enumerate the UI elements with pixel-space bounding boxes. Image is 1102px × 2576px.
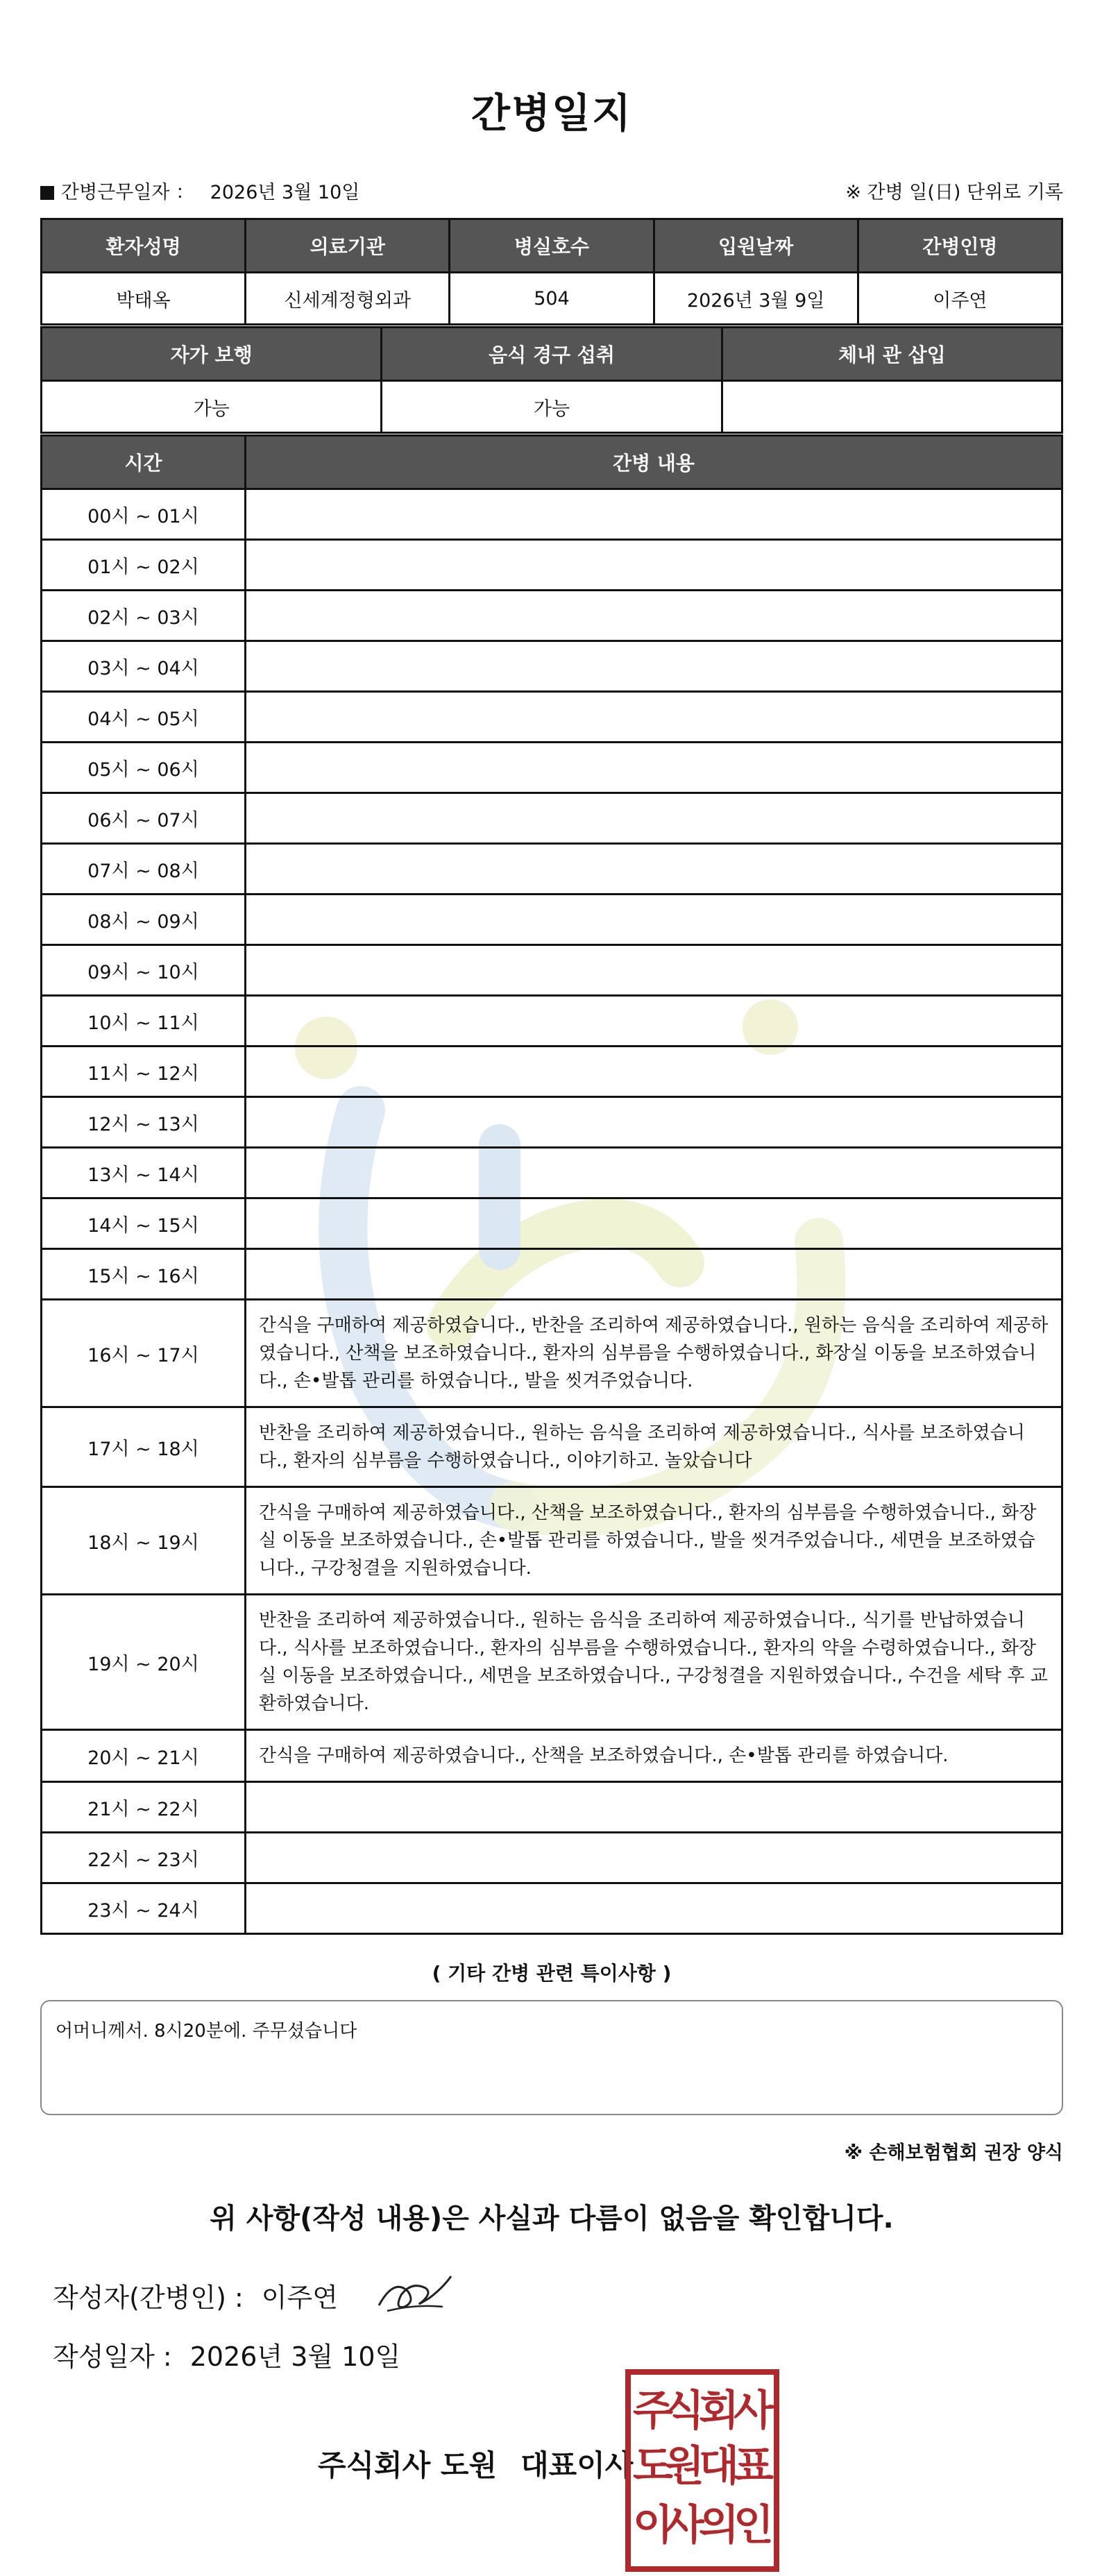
page-title: 간병일지: [471, 90, 633, 137]
table-row: [42, 1148, 1062, 1198]
hospital-name: 신세계정형외과: [246, 273, 450, 325]
time-slot: 19시 ~ 20시: [42, 1595, 246, 1730]
svg-text:사: 사: [734, 2387, 774, 2435]
table-row: [42, 945, 1062, 996]
header-care-content: 간병 내용: [246, 436, 1062, 489]
time-slot: 22시 ~ 23시: [42, 1833, 246, 1883]
time-slot: 21시 ~ 22시: [42, 1782, 246, 1833]
time-slot: 16시 ~ 17시: [42, 1300, 246, 1407]
write-date-value: 2026년 3월 10일: [189, 2341, 401, 2372]
care-content: 간식을 구매하여 제공하였습니다., 산책을 보조하였습니다., 손•발톱 관리를 하였습니다.: [246, 1730, 1062, 1782]
work-date: [40, 177, 359, 204]
writer-line: [53, 2276, 338, 2314]
care-content: [246, 1833, 1062, 1883]
care-content: 간식을 구매하여 제공하였습니다., 산책을 보조하였습니다., 환자의 심부름을 수행하였습니다., 화장실 이동을 보조하였습니다., 손•발톱 관리를 하였습니다., 발을 씻겨주었습니다., 세면을 보조하였습니다., 구강청결을 지원하였습니다.: [246, 1487, 1062, 1595]
svg-text:사: 사: [664, 2501, 704, 2550]
time-slot: 07시 ~ 08시: [42, 844, 246, 895]
table-row: [42, 591, 1062, 641]
care-content: [246, 540, 1062, 591]
header-admission-date: 입원날짜: [654, 219, 858, 273]
time-slot: 14시 ~ 15시: [42, 1198, 246, 1249]
time-slot: 06시 ~ 07시: [42, 793, 246, 844]
svg-text:식: 식: [664, 2387, 704, 2435]
signature: [373, 2264, 457, 2319]
care-content: [246, 743, 1062, 793]
svg-text:대: 대: [699, 2442, 739, 2491]
oral-intake-value: 가능: [382, 381, 722, 433]
care-content: [246, 1148, 1062, 1198]
table-row: [42, 1097, 1062, 1148]
representative-title: 대표이사: [520, 2448, 634, 2482]
svg-text:도: 도: [633, 2442, 673, 2491]
time-slot: 17시 ~ 18시: [42, 1407, 246, 1487]
table-row: [42, 1487, 1062, 1595]
care-content: 반찬을 조리하여 제공하였습니다., 원하는 음식을 조리하여 제공하였습니다., 식사를 보조하였습니다., 환자의 심부름을 수행하였습니다., 이야기하고. 놀았습니다: [246, 1407, 1062, 1487]
square-bullet-icon: [40, 186, 54, 200]
writer-label: 작성자(간병인) :: [53, 2282, 244, 2313]
care-content: [246, 895, 1062, 945]
time-slot: 00시 ~ 01시: [42, 489, 246, 540]
care-log-table: [40, 434, 1063, 1935]
special-notes-title: ( 기타 간병 관련 특이사항 ): [432, 1962, 672, 1985]
header-patient-name: 환자성명: [42, 219, 246, 273]
patient-name: 박태옥: [42, 273, 246, 325]
table-row: [42, 692, 1062, 743]
table-row: [42, 844, 1062, 895]
care-content: [246, 1198, 1062, 1249]
svg-text:원: 원: [664, 2442, 704, 2491]
self-walking-value: 가능: [42, 381, 382, 433]
time-slot: 01시 ~ 02시: [42, 540, 246, 591]
time-slot: 05시 ~ 06시: [42, 743, 246, 793]
care-content: [246, 1046, 1062, 1097]
room-number: 504: [450, 273, 654, 325]
care-content: [246, 1097, 1062, 1148]
table-row: [42, 1407, 1062, 1487]
care-content: [246, 692, 1062, 743]
table-row: [42, 1046, 1062, 1097]
ability-table: [40, 326, 1063, 434]
header-time: 시간: [42, 436, 246, 489]
tube-insertion-value: [722, 381, 1062, 433]
table-row: [42, 540, 1062, 591]
table-row: [42, 743, 1062, 793]
care-content: [246, 641, 1062, 692]
header-tube-insertion: 체내 관 삽입: [722, 328, 1062, 381]
table-row: [42, 489, 1062, 540]
time-slot: 15시 ~ 16시: [42, 1249, 246, 1300]
time-slot: 18시 ~ 19시: [42, 1487, 246, 1595]
table-row: [42, 996, 1062, 1046]
work-date-value: 2026년 3월 10일: [210, 182, 360, 203]
table-row: [42, 1300, 1062, 1407]
care-content: [246, 793, 1062, 844]
time-slot: 03시 ~ 04시: [42, 641, 246, 692]
care-content: [246, 1883, 1062, 1934]
table-row: [42, 1249, 1062, 1300]
time-slot: 02시 ~ 03시: [42, 591, 246, 641]
time-slot: 23시 ~ 24시: [42, 1883, 246, 1934]
confirmation-statement: 위 사항(작성 내용)은 사실과 다름이 없음을 확인합니다.: [210, 2203, 894, 2235]
admission-date: 2026년 3월 9일: [654, 273, 858, 325]
care-content: [246, 489, 1062, 540]
svg-text:표: 표: [734, 2442, 774, 2491]
table-row: [42, 793, 1062, 844]
svg-text:회: 회: [699, 2387, 739, 2435]
work-date-label: 간병근무일자 ：: [61, 182, 195, 203]
header-hospital: 의료기관: [246, 219, 450, 273]
write-date-label: 작성일자 :: [53, 2341, 172, 2372]
svg-text:이: 이: [633, 2501, 673, 2550]
time-slot: 12시 ~ 13시: [42, 1097, 246, 1148]
care-content: [246, 844, 1062, 895]
header-self-walking: 자가 보행: [42, 328, 382, 381]
table-row: [42, 1198, 1062, 1249]
company-line: [318, 2443, 633, 2484]
company-seal: [625, 2369, 779, 2572]
svg-text:의: 의: [699, 2501, 739, 2550]
caregiver-name: 이주연: [858, 273, 1062, 325]
header-room: 병실호수: [450, 219, 654, 273]
time-slot: 08시 ~ 09시: [42, 895, 246, 945]
special-notes-box: [40, 2000, 1063, 2115]
care-content: [246, 945, 1062, 996]
care-content: [246, 591, 1062, 641]
table-row: [42, 1595, 1062, 1730]
care-content: [246, 1782, 1062, 1833]
company-name: 주식회사 도원: [318, 2448, 498, 2482]
table-row: [42, 1730, 1062, 1782]
care-content: 간식을 구매하여 제공하였습니다., 반찬을 조리하여 제공하였습니다., 원하는 음식을 조리하여 제공하였습니다., 산책을 보조하였습니다., 환자의 심부름을 수행하였습니다., 화장실 이동을 보조하였습니다., 손•발톱 관리를 하였습니다., 발을 씻겨주었습니다.: [246, 1300, 1062, 1407]
time-slot: 20시 ~ 21시: [42, 1730, 246, 1782]
svg-text:인: 인: [734, 2501, 774, 2550]
time-slot: 09시 ~ 10시: [42, 945, 246, 996]
svg-text:주: 주: [633, 2387, 673, 2435]
table-row: [42, 641, 1062, 692]
recommend-note: ※ 손해보험협회 권장 양식: [844, 2142, 1063, 2164]
patient-info-table: [40, 218, 1063, 325]
table-row: [42, 1833, 1062, 1883]
care-content: [246, 1249, 1062, 1300]
time-slot: 11시 ~ 12시: [42, 1046, 246, 1097]
write-date-line: [53, 2335, 400, 2373]
special-notes-text: 어머니께서. 8시20분에. 주무셨습니다: [56, 2021, 357, 2042]
header-caregiver: 간병인명: [858, 219, 1062, 273]
time-slot: 10시 ~ 11시: [42, 996, 246, 1046]
time-slot: 13시 ~ 14시: [42, 1148, 246, 1198]
care-content: [246, 996, 1062, 1046]
table-row: [42, 1883, 1062, 1934]
writer-name: 이주연: [261, 2282, 338, 2313]
header-oral-intake: 음식 경구 섭취: [382, 328, 722, 381]
care-content: 반찬을 조리하여 제공하였습니다., 원하는 음식을 조리하여 제공하였습니다., 식기를 반납하였습니다., 식사를 보조하였습니다., 환자의 심부름을 수행하였습니다., 환자의 약을 수령하였습니다., 화장실 이동을 보조하였습니다., 세면을 보조하였습니다., 구강청결을 지원하였습니다., 수건을 세탁 후 교환하였습니다.: [246, 1595, 1062, 1730]
time-slot: 04시 ~ 05시: [42, 692, 246, 743]
table-row: [42, 1782, 1062, 1833]
record-note: ※ 간병 일(日) 단위로 기록: [845, 182, 1063, 203]
table-row: [42, 895, 1062, 945]
